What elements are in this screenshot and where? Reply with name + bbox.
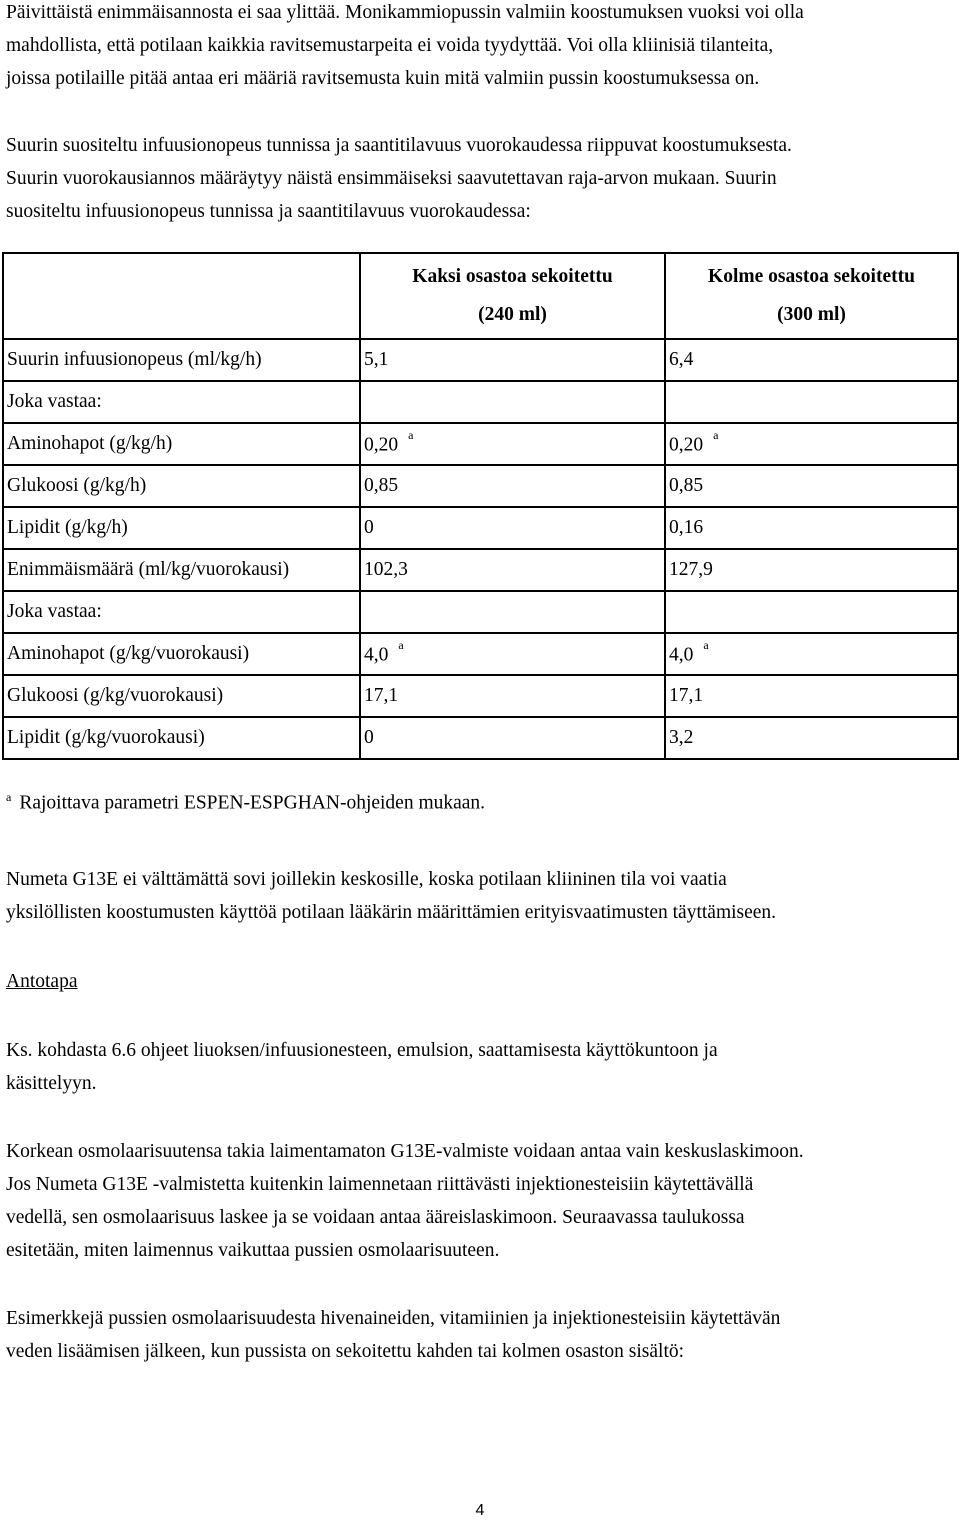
three-chamber-value-cell	[665, 591, 958, 633]
table-row	[3, 465, 958, 507]
table-header-row	[3, 253, 958, 339]
three-chamber-value-cell	[665, 675, 958, 717]
text-line: Korkean osmolaarisuutensa takia laimentamaton G13E-valmiste voidaan antaa vain keskuslaskimoon.	[6, 1141, 804, 1162]
rate-paragraph	[6, 129, 950, 228]
osmolarity-paragraph	[6, 1135, 950, 1267]
cell-value: 0,85	[669, 475, 704, 496]
three-chamber-value-cell	[665, 381, 958, 423]
text-line: yksilöllisten koostumusten käyttöä potilaan lääkärin määrittämien erityisvaatimusten täyttämiseen.	[6, 902, 777, 923]
header-line: Kaksi osastoa sekoitettu	[412, 266, 613, 287]
footnote-marker: a	[713, 427, 719, 442]
text-line: mahdollista, että potilaan kaikkia ravitsemustarpeita ei voida tyydyttää. Voi olla kliinisiä tilanteita,	[6, 35, 774, 56]
cell-value: 17,1	[669, 685, 704, 706]
table-row	[3, 549, 958, 591]
text-line: vedellä, sen osmolaarisuus laskee ja se voidaan antaa ääreislaskimoon. Seuraavassa taulukossa	[6, 1207, 745, 1228]
text-line: Suurin suositeltu infuusionopeus tunnissa ja saantitilavuus vuorokaudessa riippuvat koostumuksesta.	[6, 135, 792, 156]
three-chamber-value-cell	[665, 507, 958, 549]
example-paragraph	[6, 1302, 950, 1368]
row-label: Joka vastaa:	[3, 381, 360, 423]
footnote-text: Rajoittava parametri ESPEN-ESPGHAN-ohjeiden mukaan.	[19, 792, 486, 814]
row-label: Suurin infuusionopeus (ml/kg/h)	[3, 339, 360, 381]
cell-value: 127,9	[669, 559, 713, 580]
row-label: Lipidit (g/kg/h)	[3, 507, 360, 549]
text-line: veden lisäämisen jälkeen, kun pussista on sekoitettu kahden tai kolmen osaston sisältö:	[6, 1341, 685, 1362]
two-chamber-value-cell	[360, 381, 665, 423]
cell-value: 0	[364, 727, 374, 748]
antotapa-paragraph	[6, 1034, 950, 1100]
two-chamber-value-cell	[360, 507, 665, 549]
cell-value: 0	[364, 517, 374, 538]
three-chamber-value-cell	[665, 339, 958, 381]
cell-value: 0,16	[669, 517, 704, 538]
row-label: Glukoosi (g/kg/vuorokausi)	[3, 675, 360, 717]
footnote-marker: a	[398, 637, 404, 652]
text-line: Jos Numeta G13E -valmistetta kuitenkin laimennetaan riittävästi injektionesteisiin käytettävällä	[6, 1174, 754, 1195]
cell-value: 4,0	[364, 644, 389, 666]
three-chamber-value-cell	[665, 717, 958, 759]
table-row	[3, 633, 958, 675]
row-label: Enimmäismäärä (ml/kg/vuorokausi)	[3, 549, 360, 591]
cell-value: 4,0	[669, 644, 694, 666]
row-label: Lipidit (g/kg/vuorokausi)	[3, 717, 360, 759]
two-chamber-value-cell	[360, 591, 665, 633]
row-label: Aminohapot (g/kg/vuorokausi)	[3, 633, 360, 675]
three-chamber-value-cell	[665, 633, 958, 675]
text-line: käsittelyyn.	[6, 1073, 97, 1094]
text-line: suositeltu infuusionopeus tunnissa ja saantitilavuus vuorokaudessa:	[6, 201, 531, 222]
text-line: esitetään, miten laimennus vaikuttaa pussien osmolaarisuuteen.	[6, 1240, 500, 1261]
table-row	[3, 591, 958, 633]
table-header-three-chamber	[665, 253, 958, 339]
row-label: Aminohapot (g/kg/h)	[3, 423, 360, 465]
page-number: 4	[475, 1502, 485, 1519]
footnote-marker: a	[703, 637, 709, 652]
infusion-rate-table	[2, 252, 959, 760]
table-footnote	[6, 790, 485, 815]
intro-paragraph	[6, 0, 950, 95]
text-line: Ks. kohdasta 6.6 ohjeet liuoksen/infuusionesteen, emulsion, saattamisesta käyttökuntoon ja	[6, 1040, 718, 1061]
two-chamber-value-cell	[360, 423, 665, 465]
text-line: joissa potilaille pitää antaa eri määriä ravitsemusta kuin mitä valmiin pussin koostumuksessa on.	[6, 68, 760, 89]
cell-value: 6,4	[669, 349, 694, 370]
two-chamber-value-cell	[360, 549, 665, 591]
three-chamber-value-cell	[665, 549, 958, 591]
cell-value: 3,2	[669, 727, 694, 748]
section-heading-text: Antotapa	[6, 971, 78, 992]
cell-value: 0,20	[669, 434, 704, 456]
table-header-empty-cell	[3, 253, 360, 339]
text-line: Esimerkkejä pussien osmolaarisuudesta hivenaineiden, vitamiinien ja injektionesteisiin käytettävän	[6, 1308, 781, 1329]
table-row	[3, 717, 958, 759]
table-row	[3, 675, 958, 717]
two-chamber-value-cell	[360, 675, 665, 717]
cell-value: 5,1	[364, 349, 389, 370]
row-label: Glukoosi (g/kg/h)	[3, 465, 360, 507]
text-line: Suurin vuorokausiannos määräytyy näistä ensimmäiseksi saavutettavan raja-arvon mukaan. Suurin	[6, 168, 777, 189]
footnote-marker: a	[408, 427, 414, 442]
text-line: Numeta G13E ei välttämättä sovi joillekin keskosille, koska potilaan kliininen tila voi vaatia	[6, 869, 727, 890]
table-header-two-chamber	[360, 253, 665, 339]
footnote-mark: a	[6, 790, 12, 804]
cell-value: 102,3	[364, 559, 408, 580]
numeta-paragraph	[6, 863, 950, 929]
cell-value: 0,20	[364, 434, 399, 456]
table-row	[3, 339, 958, 381]
header-line: (240 ml)	[478, 304, 547, 325]
two-chamber-value-cell	[360, 339, 665, 381]
section-heading-antotapa	[6, 965, 950, 998]
cell-value: 17,1	[364, 685, 399, 706]
table-body	[3, 339, 958, 759]
table-row	[3, 381, 958, 423]
row-label: Joka vastaa:	[3, 591, 360, 633]
header-line: Kolme osastoa sekoitettu	[708, 266, 915, 287]
table-row	[3, 423, 958, 465]
two-chamber-value-cell	[360, 633, 665, 675]
three-chamber-value-cell	[665, 423, 958, 465]
two-chamber-value-cell	[360, 465, 665, 507]
text-line: Päivittäistä enimmäisannosta ei saa ylittää. Monikammiopussin valmiin koostumuksen vuoksi voi olla	[6, 2, 804, 23]
header-line: (300 ml)	[777, 304, 846, 325]
two-chamber-value-cell	[360, 717, 665, 759]
cell-value: 0,85	[364, 475, 399, 496]
table-row	[3, 507, 958, 549]
three-chamber-value-cell	[665, 465, 958, 507]
